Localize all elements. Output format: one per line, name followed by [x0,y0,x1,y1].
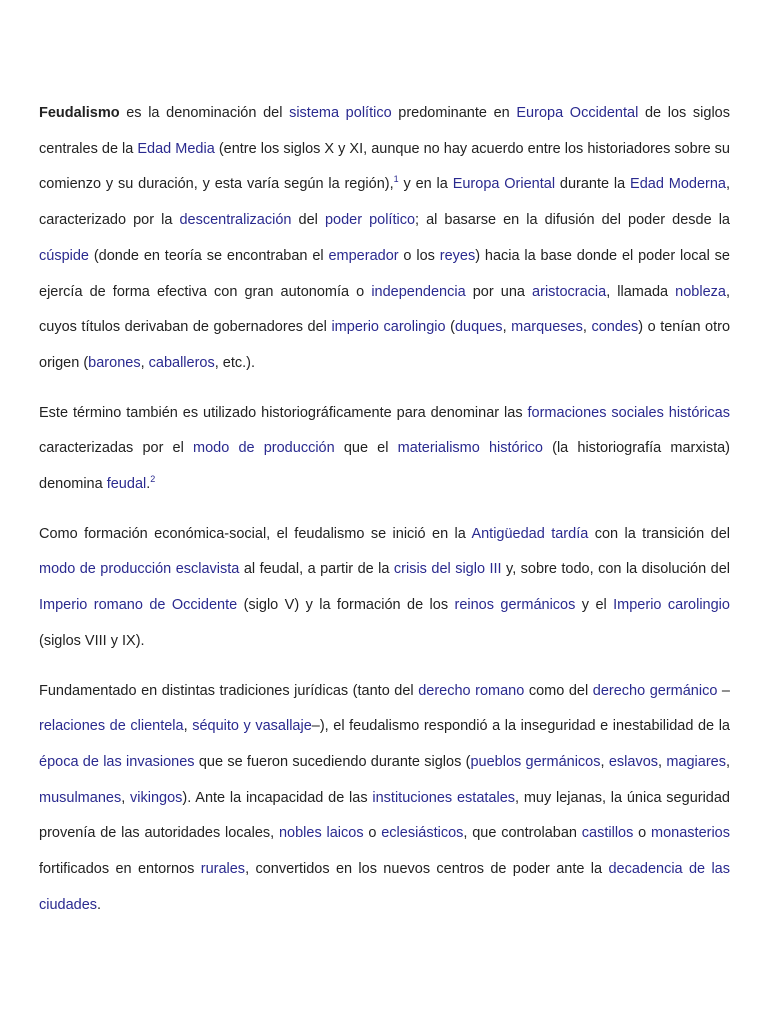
article-link[interactable]: condes [591,319,639,336]
body-text: ( [445,319,455,336]
body-text: , cuyos títulos derivaban de gobernadores del [39,283,730,336]
article-link[interactable]: Edad Media [137,140,215,157]
body-text: o [363,825,382,842]
article-link[interactable]: séquito y vasallaje [192,718,312,735]
article-link[interactable]: rurales [200,861,246,878]
body-text: ) o tenían otro origen ( [39,319,731,371]
article-link[interactable]: eslavos [608,753,659,770]
article-link[interactable]: nobleza [675,283,726,300]
body-text: como del [524,682,593,699]
article-link[interactable]: Imperio romano de Occidente [39,597,238,614]
body-text: . [97,896,102,913]
article-link[interactable]: derecho germánico [592,682,718,699]
body-text: ) hacia la base donde el poder local se ejercía de forma efectiva con gran autonomía o [39,247,731,300]
article-link[interactable]: emperador [328,247,399,264]
body-text: por una [465,283,533,300]
article-link[interactable]: Antigüedad tardía [471,525,589,542]
body-text: , [658,753,667,770]
body-text: Como formación económica-social, el feudalismo se inició en la [39,525,472,542]
body-text: , [582,319,592,336]
body-text: de los siglos centrales de la [39,105,730,157]
citation-reference[interactable]: 1 [393,174,399,185]
article-link[interactable]: modo de producción [193,440,335,457]
article-link[interactable]: monasterios [651,825,730,842]
paragraph-foundations [39,674,730,924]
article-link[interactable]: Europa Oriental [452,176,556,193]
article-link[interactable]: poder político [324,212,416,229]
article-link[interactable]: barones [88,354,141,371]
body-text: y en la [398,176,453,193]
body-text: que se fueron sucediendo durante siglos ( [194,753,471,770]
article-link[interactable]: caballeros [148,354,215,371]
body-text: –), el feudalismo respondió a la inseguridad e inestabilidad de la [311,718,730,735]
article-link[interactable]: reinos germánicos [454,597,576,614]
body-text: es la denominación del [119,105,290,121]
article-link[interactable]: formaciones sociales históricas [527,404,730,421]
body-text: (donde en teoría se encontraban el [88,247,329,264]
body-text: predominante en [391,105,517,121]
body-text: que el [334,440,398,457]
paragraph-historiography [39,396,730,503]
body-text: , llamada [606,283,676,300]
article-link[interactable]: independencia [371,283,466,300]
body-text: del [291,212,325,229]
article-link[interactable]: instituciones estatales [372,789,516,806]
article-link[interactable]: materialismo histórico [397,440,543,457]
article-link[interactable]: época de las invasiones [39,753,195,770]
body-text: caracterizadas por el [39,440,194,457]
body-text: ; al basarse en la difusión del poder desde la [415,212,730,229]
body-text: y, sobre todo, con la disolución del [501,561,730,578]
article-body [39,96,730,937]
body-text: ). Ante la incapacidad de las [182,789,373,806]
body-text: , [121,789,131,806]
article-link[interactable]: decadencia de las ciudades [39,861,730,913]
article-link[interactable]: imperio carolingio [331,319,446,336]
body-text: – [717,682,730,699]
body-text: , [502,319,512,336]
body-text: (la historiografía marxista) denomina [39,440,730,493]
article-link[interactable]: nobles laicos [278,825,364,842]
article-link[interactable]: eclesiásticos [381,825,464,842]
article-link[interactable]: reyes [439,247,476,264]
body-text: , [600,753,609,770]
body-text: o [633,825,652,842]
paragraph-origins [39,517,730,660]
body-text: (siglo V) y la formación de los [237,597,455,614]
article-link[interactable]: castillos [581,825,634,842]
article-link[interactable]: pueblos germánicos [470,753,601,770]
body-text: , etc.). [214,354,256,371]
citation-reference[interactable]: 2 [150,474,156,485]
body-text: . [146,476,151,493]
paragraph-intro [39,96,730,382]
article-link[interactable]: Europa Occidental [516,105,639,121]
article-link[interactable]: crisis del siglo III [393,561,502,578]
article-link[interactable]: Edad Moderna [630,176,726,193]
body-text: (siglos VIII y IX). [39,632,145,649]
body-text: , [725,753,731,770]
body-text: con la transición del [588,525,730,542]
body-text: , caracterizado por la [39,176,731,229]
article-link[interactable]: aristocracia [532,283,607,300]
body-text: , muy lejanas, la única seguridad provenía de las autoridades locales, [39,789,730,842]
body-text: (entre los siglos X y XI, aunque no hay acuerdo entre los historiadores sobre su comienzo y su duración, y esta varía según la región), [39,140,730,193]
article-link[interactable]: derecho romano [418,682,525,699]
article-link[interactable]: descentralización [179,212,292,229]
body-text: , [183,718,193,735]
article-link[interactable]: vikingos [130,789,183,806]
body-text: al feudal, a partir de la [239,561,394,578]
body-text: durante la [555,176,631,193]
article-link[interactable]: duques [454,319,503,336]
article-link[interactable]: relaciones de clientela [39,718,184,735]
body-text: o los [398,247,440,264]
body-text: fortificados en entornos [39,861,201,878]
body-text: y el [575,597,614,614]
body-text: Fundamentado en distintas tradiciones jurídicas (tanto del [39,682,419,699]
body-text: Este término también es utilizado historiográficamente para denominar las [39,404,528,421]
article-link[interactable]: feudal [106,476,147,493]
article-link[interactable]: magiares [666,753,726,770]
body-text: , [140,354,149,371]
article-link[interactable]: sistema político [289,105,392,121]
article-link[interactable]: musulmanes [39,789,122,806]
body-text: , que controlaban [463,825,582,842]
article-link[interactable]: Imperio carolingio [613,597,730,614]
article-link[interactable]: marqueses [511,319,583,336]
article-title-term: Feudalismo [39,105,120,121]
article-link[interactable]: cúspide [39,247,89,264]
article-link[interactable]: modo de producción esclavista [39,561,240,578]
body-text: , convertidos en los nuevos centros de poder ante la [245,861,609,878]
